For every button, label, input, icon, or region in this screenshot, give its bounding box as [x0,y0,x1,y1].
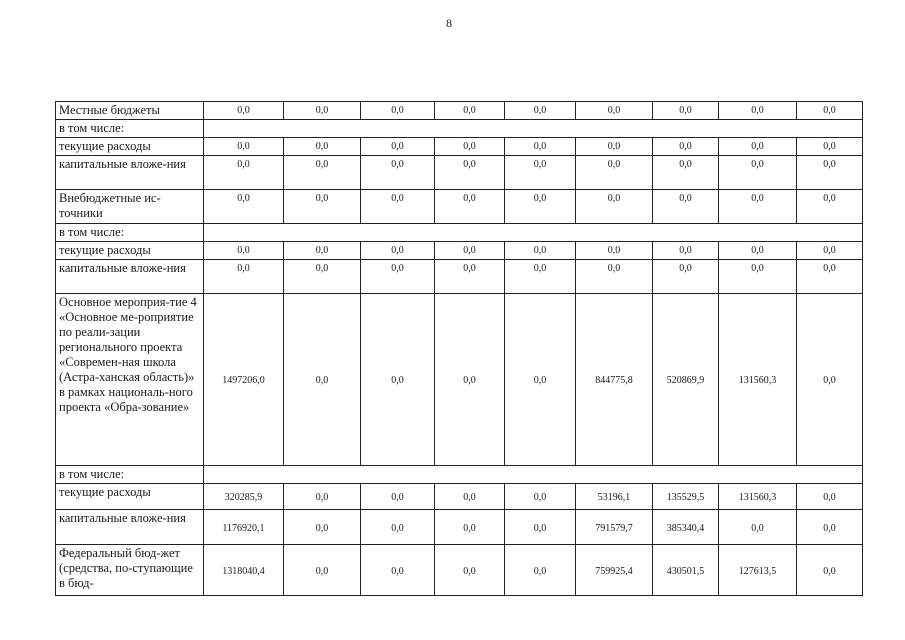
table-row [56,156,863,190]
value-cell: 0,0 [435,260,505,294]
value-cell: 0,0 [719,102,797,120]
value-cell: 0,0 [284,484,361,510]
value-cell: 0,0 [797,545,863,596]
value-cell: 0,0 [361,294,435,466]
value-cell: 0,0 [505,294,576,466]
value-cell: 520869,9 [653,294,719,466]
value-cell: 0,0 [576,156,653,190]
value-cell: 0,0 [505,484,576,510]
row-label: текущие расходы [56,484,204,510]
value-cell: 0,0 [797,294,863,466]
value-cell: 0,0 [361,545,435,596]
value-cell: 0,0 [361,190,435,224]
value-cell: 1176920,1 [204,510,284,545]
row-label: текущие расходы [56,242,204,260]
value-cell: 0,0 [284,156,361,190]
subheader-spacer [204,120,863,138]
value-cell: 791579,7 [576,510,653,545]
value-cell: 0,0 [797,260,863,294]
value-cell: 0,0 [284,510,361,545]
value-cell: 0,0 [653,190,719,224]
value-cell: 0,0 [505,102,576,120]
row-label: Федеральный бюд-жет (средства, по-ступающие в бюд- [56,545,204,596]
value-cell: 0,0 [435,545,505,596]
table-row [56,242,863,260]
value-cell: 0,0 [284,294,361,466]
value-cell: 131560,3 [719,294,797,466]
row-label: в том числе: [56,224,204,242]
value-cell: 0,0 [653,260,719,294]
value-cell: 135529,5 [653,484,719,510]
table-row [56,190,863,224]
value-cell: 0,0 [505,545,576,596]
value-cell: 0,0 [797,510,863,545]
value-cell: 0,0 [435,294,505,466]
value-cell: 1318040,4 [204,545,284,596]
value-cell: 759925,4 [576,545,653,596]
value-cell: 0,0 [719,156,797,190]
value-cell: 0,0 [361,102,435,120]
table-row [56,466,863,484]
value-cell: 0,0 [361,260,435,294]
value-cell: 0,0 [204,190,284,224]
value-cell: 0,0 [284,190,361,224]
value-cell: 0,0 [576,138,653,156]
value-cell: 0,0 [719,138,797,156]
row-label: текущие расходы [56,138,204,156]
value-cell: 53196,1 [576,484,653,510]
value-cell: 385340,4 [653,510,719,545]
value-cell: 0,0 [284,138,361,156]
table-row [56,510,863,545]
value-cell: 0,0 [361,156,435,190]
value-cell: 0,0 [797,242,863,260]
value-cell: 0,0 [505,260,576,294]
value-cell: 430501,5 [653,545,719,596]
value-cell: 0,0 [797,156,863,190]
value-cell: 0,0 [204,156,284,190]
value-cell: 0,0 [204,102,284,120]
table-row [56,545,863,596]
value-cell: 0,0 [653,242,719,260]
value-cell: 0,0 [361,510,435,545]
value-cell: 0,0 [204,242,284,260]
value-cell: 0,0 [653,138,719,156]
row-label: Местные бюджеты [56,102,204,120]
row-label: капитальные вложе-ния [56,156,204,190]
value-cell: 0,0 [797,484,863,510]
value-cell: 0,0 [797,138,863,156]
value-cell: 0,0 [361,484,435,510]
value-cell: 0,0 [576,242,653,260]
value-cell: 0,0 [576,190,653,224]
value-cell: 0,0 [505,156,576,190]
value-cell: 0,0 [435,156,505,190]
budget-table-body [56,102,863,596]
value-cell: 0,0 [435,138,505,156]
value-cell: 0,0 [284,545,361,596]
row-label: в том числе: [56,120,204,138]
value-cell: 0,0 [719,510,797,545]
row-label: капитальные вложе-ния [56,260,204,294]
value-cell: 320285,9 [204,484,284,510]
value-cell: 0,0 [505,138,576,156]
table-row [56,102,863,120]
row-label: Основное мероприя-тие 4 «Основное ме-роприятие по реали-зации регионального проекта «Современ-ная школа (Астра-ханская область)» в рамках националь-ного проекта «Обра-зование» [56,294,204,466]
value-cell: 0,0 [435,102,505,120]
value-cell: 127613,5 [719,545,797,596]
table-row [56,294,863,466]
table-row [56,260,863,294]
value-cell: 0,0 [719,242,797,260]
row-label: в том числе: [56,466,204,484]
value-cell: 0,0 [576,260,653,294]
value-cell: 0,0 [719,260,797,294]
table-row [56,138,863,156]
value-cell: 0,0 [435,190,505,224]
value-cell: 0,0 [505,242,576,260]
value-cell: 0,0 [204,138,284,156]
value-cell: 0,0 [797,102,863,120]
page-number: 8 [446,16,452,30]
value-cell: 844775,8 [576,294,653,466]
value-cell: 0,0 [204,260,284,294]
value-cell: 0,0 [361,242,435,260]
table-row [56,120,863,138]
table-row [56,224,863,242]
value-cell: 0,0 [797,190,863,224]
value-cell: 131560,3 [719,484,797,510]
value-cell: 0,0 [505,190,576,224]
value-cell: 0,0 [505,510,576,545]
value-cell: 0,0 [435,242,505,260]
value-cell: 0,0 [361,138,435,156]
row-label: Внебюджетные ис-точники [56,190,204,224]
subheader-spacer [204,224,863,242]
value-cell: 0,0 [719,190,797,224]
value-cell: 0,0 [653,102,719,120]
value-cell: 1497206,0 [204,294,284,466]
row-label: капитальные вложе-ния [56,510,204,545]
budget-table [55,101,863,596]
value-cell: 0,0 [576,102,653,120]
value-cell: 0,0 [435,484,505,510]
value-cell: 0,0 [284,242,361,260]
value-cell: 0,0 [284,260,361,294]
value-cell: 0,0 [653,156,719,190]
value-cell: 0,0 [284,102,361,120]
table-row [56,484,863,510]
subheader-spacer [204,466,863,484]
value-cell: 0,0 [435,510,505,545]
